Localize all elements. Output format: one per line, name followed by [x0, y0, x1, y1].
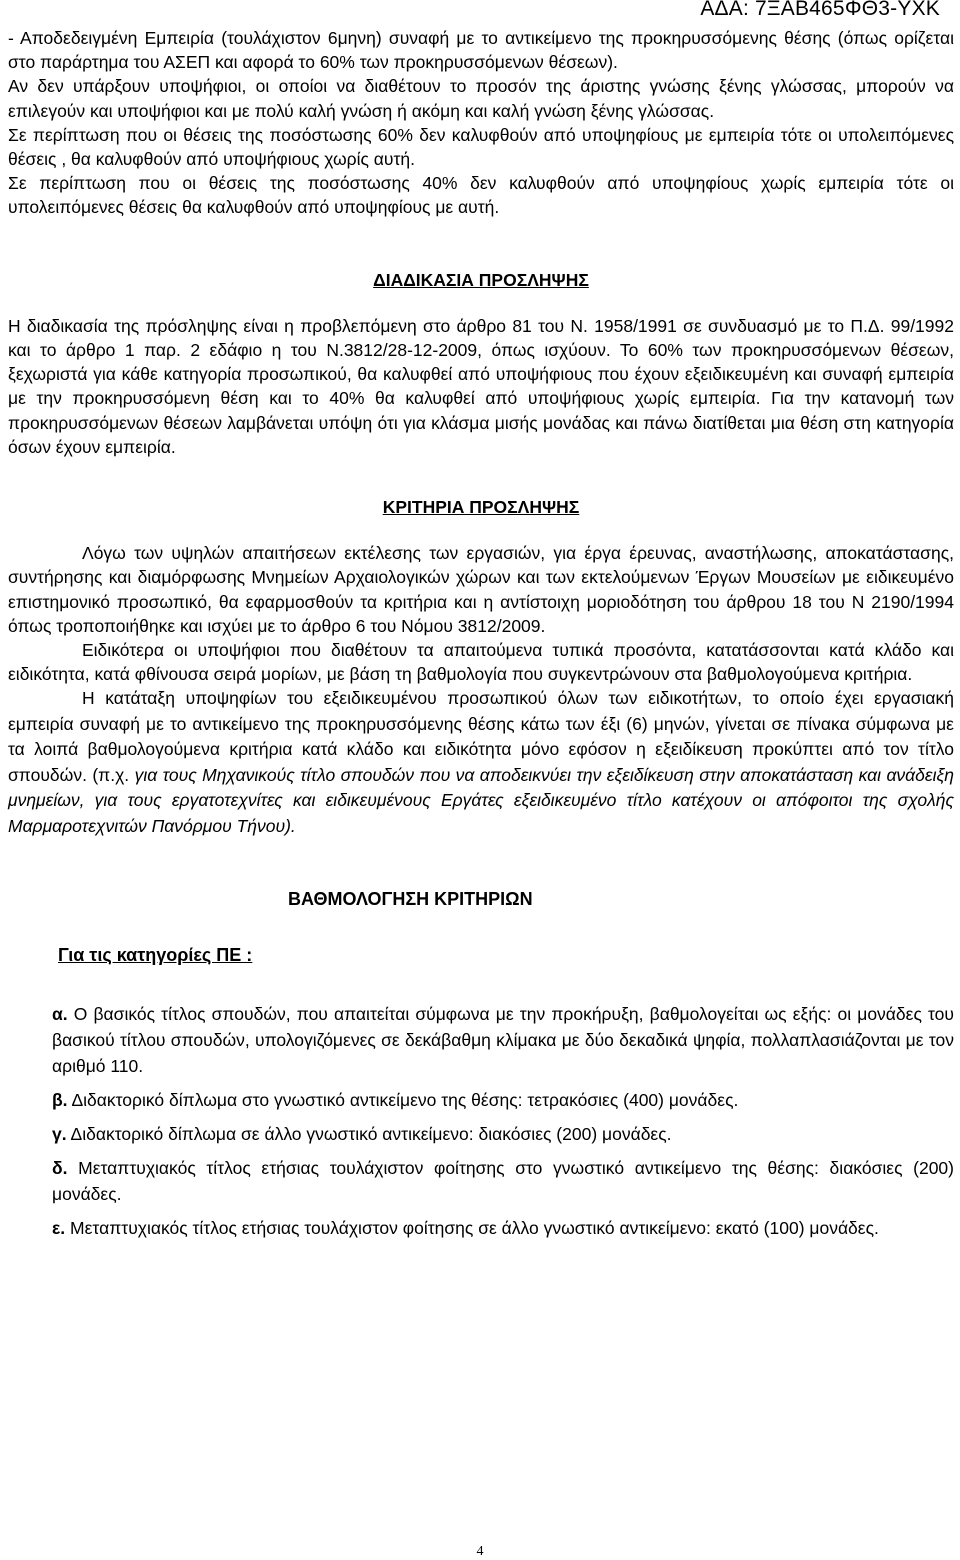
scoring-item-label: δ. [52, 1158, 68, 1179]
criteria-paragraph-1: Λόγω των υψηλών απαιτήσεων εκτέλεσης των εργασιών, για έργα έρευνας, αναστήλωσης, αποκατάστασης, συντήρησης και διαμόρφωσης Μνημείων Αρχαιολογικών χώρων και των εκτελούμενων Έργων Μουσείων με ειδικευμένο επιστημονικό προσωπικό, θα εφαρμοσθούν τα κριτήρια και η αντίστοιχη μοριοδότηση του άρθρου 18 του Ν 2190/1994 όπως τροποποιήθηκε και ισχύει με το άρθρο 6 του Νόμου 3812/2009. [8, 543, 954, 636]
scoring-item [52, 1155, 954, 1207]
criteria-paragraph-2: Ειδικότερα οι υποψήφιοι που διαθέτουν τα απαιτούμενα τυπικά προσόντα, κατατάσσονται κατά κλάδο και ειδικότητα, κατά φθίνουσα σειρά μορίων, με βάση τη βαθμολογία που συγκεντρώνουν στα βαθμολογούμενα κριτήρια. [8, 640, 954, 685]
criteria-paragraph-3-italic: για τους Μηχανικούς τίτλο σπουδών που να αποδεικνύει την εξειδίκευση στην αποκατάσταση και ανάδειξη μνημείων, για τους εργατοτεχνίτες και ειδικευμένους Εργάτες εξειδικευμένο τίτλο κατέχουν οι απόφοιτοι της σχολής Μαρμαροτεχνιτών Πανόρμου Τήνου). [8, 764, 954, 836]
ada-code: ΑΔΑ: 7ΞΑΒ465ΦΘ3-ΥΧΚ [700, 0, 940, 20]
language-paragraph: Αν δεν υπάρξουν υποψήφιοι, οι οποίοι να διαθέτουν το προσόν της άριστης γνώσης ξένης γλώσσας, μπορούν να επιλεγούν και υποψήφιοι και με πολύ καλή γνώση ή ακόμη και καλή γνώση ξένης γλώσσας. [8, 76, 954, 121]
criteria-title: ΚΡΙΤΗΡΙΑ ΠΡΟΣΛΗΨΗΣ [382, 497, 580, 518]
scoring-item-label: α. [52, 1004, 68, 1025]
procedure-title: ΔΙΑΔΙΚΑΣΙΑ ΠΡΟΣΛΗΨΗΣ [373, 269, 589, 290]
scoring-item-label: ε. [52, 1218, 66, 1239]
scoring-item [52, 1121, 954, 1147]
criteria-paragraph-3-main: Η κατάταξη υποψηφίων του εξειδικευμένου προσωπικού όλων των ειδικοτήτων, το οποίο έχει εργασιακή εμπειρία συναφή με το αντικείμενο της προκηρυσσόμενης θέσης κάτω των έξι (6) μηνών, γίνεται σε πίνακα σύμφωνα με τα λοιπά βαθμολογούμενα κριτήρια κατά κλάδο και ειδικότητα μόνο εφόσον η εξειδίκευση προκύπτει από τον τίτλο σπουδών. (π.χ. [8, 688, 954, 785]
scoring-headings [8, 887, 954, 987]
page-number: 4 [476, 1544, 484, 1559]
procedure-text: Η διαδικασία της πρόσληψης είναι η προβλεπόμενη στο άρθρο 81 του Ν. 1958/1991 σε συνδυασμό με το Π.Δ. 99/1992 και το άρθρο 1 παρ. 2 εδάφιο η του Ν.3812/28-12-2009, όπως ισχύουν. Το 60% των προκηρυσσόμενων θέσεων, ξεχωριστά για κάθε κατηγορία προσωπικού, θα καλυφθεί από υποψήφιους που έχουν εξειδικευμένη και συναφή εμπειρία με την προκηρυσσόμενη θέση και το 40% θα καλυφθεί από υποψήφιους χωρίς εμπειρία. Για την κατανομή των προκηρυσσόμενων θέσεων λαμβάνεται υπόψη ότι για κλάσμα μισής μονάδας και πάνω διατίθεται μια θέση στη κατηγορία όσων έχουν εμπειρία. [8, 315, 954, 457]
scoring-item-label: γ. [52, 1124, 67, 1145]
scoring-item [52, 1215, 954, 1241]
document-body [8, 26, 954, 1249]
scoring-item-label: β. [52, 1090, 68, 1111]
scoring-list [8, 1001, 954, 1241]
quota-60-paragraph: Σε περίπτωση που οι θέσεις της ποσόστωσης 60% δεν καλυφθούν από υποψηφίους με εμπειρία τότε οι υπολειπόμενες θέσεις , θα καλυφθούν από υποψήφιους χωρίς αυτή. [8, 124, 954, 170]
quota-40-paragraph: Σε περίπτωση που οι θέσεις της ποσόστωσης 40% δεν καλυφθούν από υποψηφίους χωρίς εμπειρία τότε οι υπολειπόμενες θέσεις θα καλυφθούν από υποψηφίους με αυτή. [8, 173, 954, 218]
scoring-item [52, 1001, 954, 1079]
scoring-item-text: Μεταπτυχιακός τίτλος ετήσιας τουλάχιστον φοίτησης σε άλλο γνωστικό αντικείμενο: εκατό (100) μονάδες. [70, 1218, 879, 1239]
scoring-subtitle: Για τις κατηγορίες ΠΕ : [58, 945, 253, 966]
scoring-item-text: Ο βασικός τίτλος σπουδών, που απαιτείται σύμφωνα με την προκήρυξη, βαθμολογείται ως εξής: οι μονάδες του βασικού τίτλου σπουδών, υπολογιζόμενες σε δεκάβαθμη κλίμακα με δύο δεκαδικά ψηφία, πολλαπλασιάζονται με τον αριθμό 110. [52, 1004, 954, 1077]
scoring-item-text: Μεταπτυχιακός τίτλος ετήσιας τουλάχιστον φοίτησης στο γνωστικό αντικείμενο της θέσης: διακόσιες (200) μονάδες. [52, 1158, 954, 1205]
scoring-item [52, 1087, 954, 1113]
scoring-item-text: Διδακτορικό δίπλωμα στο γνωστικό αντικείμενο της θέσης: τετρακόσιες (400) μονάδες. [71, 1090, 739, 1111]
scoring-title: ΒΑΘΜΟΛΟΓΗΣΗ ΚΡΙΤΗΡΙΩΝ [288, 889, 533, 910]
scoring-item-text: Διδακτορικό δίπλωμα σε άλλο γνωστικό αντικείμενο: διακόσιες (200) μονάδες. [70, 1124, 672, 1145]
criteria-paragraph-3 [8, 686, 954, 839]
experience-paragraph: - Αποδεδειγμένη Εμπειρία (τουλάχιστον 6μηνη) συναφή με το αντικείμενο της προκηρυσσόμενης θέσης (όπως ορίζεται στο παράρτημα του ΑΣΕΠ και αφορά το 60% των προκηρυσσόμενων θέσεων). [8, 28, 954, 73]
